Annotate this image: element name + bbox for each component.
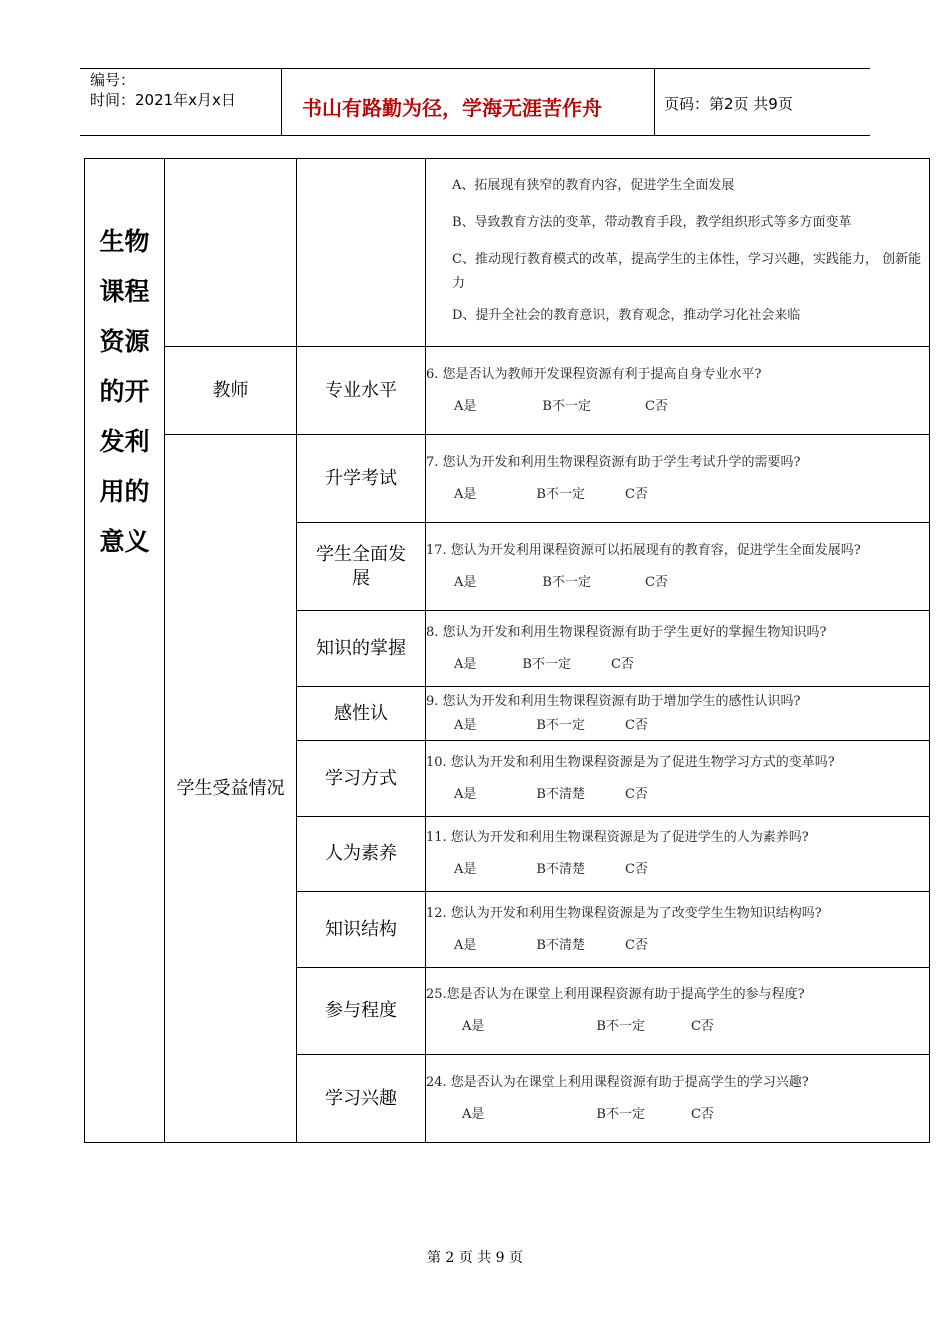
intro-option-a: A、拓展现有狭窄的教育内容，促进学生全面发展 <box>452 178 735 193</box>
header-top-rule <box>80 68 870 69</box>
option-b: B不一定 <box>596 1019 645 1034</box>
aspect-cell: 学习方式 <box>297 741 426 817</box>
group-teacher: 教师 <box>165 347 297 435</box>
answer-options <box>426 574 929 592</box>
question-text: 8. 您认为开发和利用生物课程资源有助于学生更好的掌握生物知识吗? <box>426 624 827 640</box>
aspect-cell: 升学考试 <box>297 435 426 523</box>
intro-option-c: C、推动现行教育模式的改革，提高学生的主体性，学习兴趣，实践能力， 创新能力 <box>452 252 922 291</box>
question-text: 17. 您认为开发利用课程资源可以拓展现有的教育容，促进学生全面发展吗? <box>426 542 861 558</box>
option-c: C否 <box>644 574 668 590</box>
option-a: A是 <box>462 1019 485 1034</box>
aspect-cell: 感性认 <box>297 687 426 741</box>
answer-options <box>426 717 929 735</box>
question-cell <box>426 968 930 1055</box>
question-text: 7. 您认为开发和利用生物课程资源有助于学生考试升学的需要吗? <box>426 454 801 470</box>
question-text: 25.您是否认为在课堂上利用课程资源有助于提高学生的参与程度? <box>426 987 805 1002</box>
option-a: A是 <box>454 786 477 802</box>
question-text: 12. 您认为开发和利用生物课程资源是为了改变学生生物知识结构吗? <box>426 905 822 921</box>
question-cell <box>426 435 930 523</box>
question-cell <box>426 687 930 741</box>
teacher-row <box>85 347 930 435</box>
option-a: A是 <box>454 656 477 672</box>
aspect-cell: 知识的掌握 <box>297 611 426 687</box>
question-cell <box>426 1055 930 1143</box>
option-a: A是 <box>454 398 477 414</box>
answer-options <box>426 656 929 674</box>
aspect-cell: 专业水平 <box>297 347 426 435</box>
doc-time-label: 时间：2021年x月x日 <box>90 91 236 109</box>
question-text: 6. 您是否认为教师开发课程资源有利于提高自身专业水平? <box>426 366 762 382</box>
header-motto: 书山有路勤为径，学海无涯苦作舟 <box>302 96 602 120</box>
question-cell <box>426 347 930 435</box>
question-cell <box>426 892 930 968</box>
option-a: A是 <box>454 717 477 733</box>
header-page-label: 页码：第2页 共9页 <box>664 95 793 113</box>
answer-options <box>426 398 929 416</box>
section-title: 生物课程资源的开发利用的意义 <box>99 227 150 556</box>
header-divider-left <box>281 68 282 136</box>
aspect-cell: 人为素养 <box>297 817 426 892</box>
aspect-cell: 参与程度 <box>297 968 426 1055</box>
option-c: C否 <box>624 717 648 733</box>
header-divider-right <box>654 68 655 136</box>
answer-options <box>426 861 929 879</box>
intro-options-cell <box>426 159 930 347</box>
intro-empty-cell-1 <box>165 159 297 347</box>
question-text: 11. 您认为开发和利用生物课程资源是为了促进学生的人为素养吗? <box>426 830 809 845</box>
option-b: B不一定 <box>536 486 585 502</box>
question-cell <box>426 817 930 892</box>
doc-number-label: 编号： <box>90 71 136 89</box>
option-b: B不清楚 <box>536 786 585 802</box>
answer-options <box>426 486 929 504</box>
question-text: 10. 您认为开发和利用生物课程资源是为了促进生物学习方式的变革吗? <box>426 754 835 770</box>
option-a: A是 <box>454 862 477 877</box>
group-student-benefit: 学生受益情况 <box>165 435 297 1143</box>
question-cell <box>426 523 930 611</box>
option-c: C否 <box>624 862 648 877</box>
intro-option-b: B、导致教育方法的变革，带动教育手段，教学组织形式等多方面变革 <box>452 215 852 230</box>
header-bottom-rule <box>80 135 870 136</box>
answer-options <box>426 1018 929 1036</box>
option-b: B不清楚 <box>536 937 585 953</box>
intro-option-d: D、提升全社会的教育意识，教育观念，推动学习化社会来临 <box>452 308 801 323</box>
option-b: B不一定 <box>536 717 585 733</box>
option-c: C否 <box>690 1106 714 1122</box>
option-a: A是 <box>462 1106 485 1122</box>
option-c: C否 <box>624 486 648 502</box>
answer-options <box>426 1106 929 1124</box>
question-text: 9. 您认为开发和利用生物课程资源有助于增加学生的感性认识吗? <box>426 693 801 709</box>
option-b: B不一定 <box>522 656 571 672</box>
option-a: A是 <box>454 937 477 953</box>
option-c: C否 <box>690 1019 714 1034</box>
option-c: C否 <box>624 786 648 802</box>
survey-table <box>84 158 930 1143</box>
question-cell <box>426 611 930 687</box>
footer-page-number: 第 2 页 共 9 页 <box>426 1250 524 1266</box>
section-title-cell <box>85 159 165 1143</box>
option-b: B不一定 <box>596 1106 645 1122</box>
aspect-cell: 学生全面发展 <box>297 523 426 611</box>
option-c: C否 <box>610 656 634 672</box>
option-b: B不一定 <box>542 398 591 414</box>
intro-empty-cell-2 <box>297 159 426 347</box>
intro-row <box>85 159 930 347</box>
question-cell <box>426 741 930 817</box>
option-c: C否 <box>644 398 668 414</box>
option-a: A是 <box>454 574 477 590</box>
option-b: B不清楚 <box>536 862 585 877</box>
student-row <box>85 435 930 523</box>
option-b: B不一定 <box>542 574 591 590</box>
option-a: A是 <box>454 486 477 502</box>
option-c: C否 <box>624 937 648 953</box>
answer-options <box>426 786 929 804</box>
aspect-cell: 学习兴趣 <box>297 1055 426 1143</box>
question-text: 24. 您是否认为在课堂上利用课程资源有助于提高学生的学习兴趣? <box>426 1074 809 1090</box>
aspect-cell: 知识结构 <box>297 892 426 968</box>
answer-options <box>426 937 929 955</box>
